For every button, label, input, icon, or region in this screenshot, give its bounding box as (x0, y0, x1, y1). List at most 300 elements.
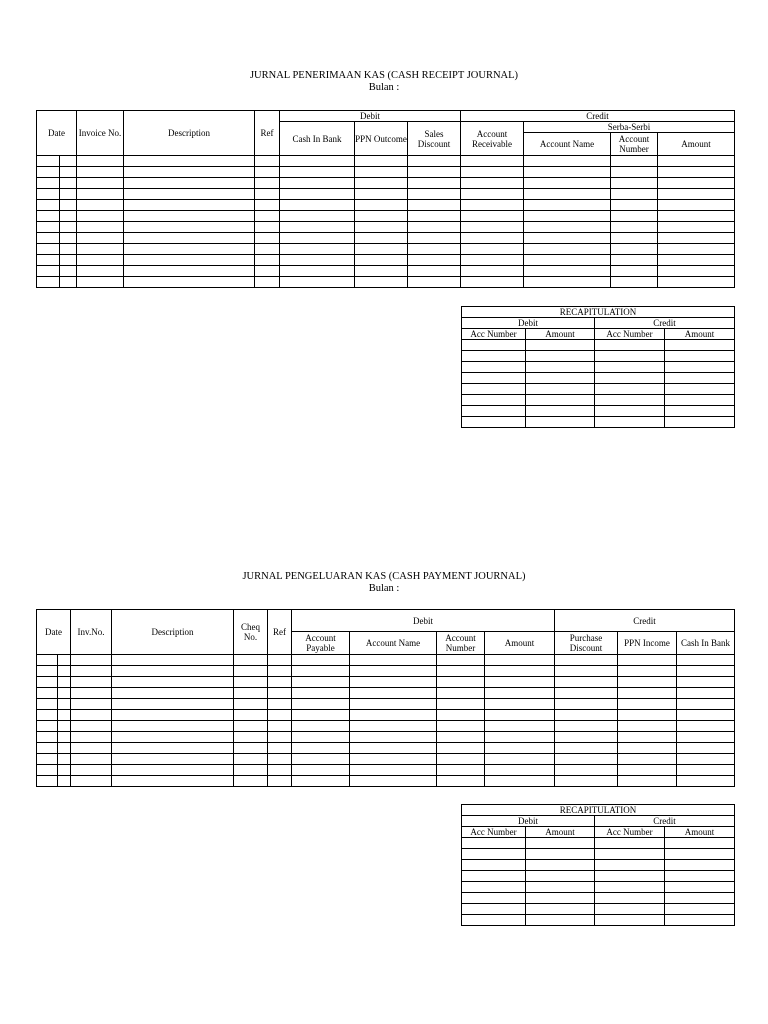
table-cell (234, 776, 268, 787)
table-cell (71, 677, 112, 688)
table-cell (665, 860, 735, 871)
table-cell (658, 200, 735, 211)
table-cell (595, 395, 665, 406)
table-cell (526, 838, 595, 849)
table-cell (408, 277, 461, 288)
table-cell (124, 266, 255, 277)
table-cell (408, 156, 461, 167)
table-cell (37, 776, 58, 787)
table-cell (268, 688, 292, 699)
col-description: Description (124, 111, 255, 156)
table-cell (524, 255, 611, 266)
table-cell (595, 893, 665, 904)
table-cell (658, 233, 735, 244)
table-cell (595, 871, 665, 882)
table-cell (280, 167, 355, 178)
table-cell (408, 255, 461, 266)
table-cell (677, 677, 735, 688)
table-row (37, 156, 735, 167)
table-cell (71, 710, 112, 721)
recap-debit-acc-number: Acc Number (462, 329, 526, 340)
table-cell (485, 666, 555, 677)
payment-journal-table (36, 609, 735, 787)
table-cell (524, 244, 611, 255)
table-cell (526, 860, 595, 871)
receipt-recap-table (461, 306, 735, 428)
table-cell (124, 277, 255, 288)
table-cell (60, 211, 77, 222)
col-account-number: Account Number (611, 133, 658, 156)
table-cell (437, 666, 485, 677)
table-cell (485, 710, 555, 721)
col-date: Date (37, 111, 77, 156)
table-cell (595, 838, 665, 849)
table-cell (71, 732, 112, 743)
table-cell (255, 167, 280, 178)
table-cell (658, 189, 735, 200)
col-date: Date (37, 610, 71, 655)
table-cell (677, 732, 735, 743)
table-row (462, 406, 735, 417)
table-cell (60, 200, 77, 211)
table-cell (112, 666, 234, 677)
table-cell (280, 266, 355, 277)
table-cell (268, 677, 292, 688)
table-cell (526, 362, 595, 373)
table-cell (350, 732, 437, 743)
table-row (37, 732, 735, 743)
table-cell (112, 776, 234, 787)
table-cell (292, 666, 350, 677)
table-cell (611, 222, 658, 233)
table-cell (611, 178, 658, 189)
table-cell (611, 167, 658, 178)
table-cell (524, 222, 611, 233)
table-cell (461, 200, 524, 211)
table-cell (350, 699, 437, 710)
table-cell (255, 233, 280, 244)
table-cell (37, 222, 60, 233)
table-cell (611, 244, 658, 255)
table-cell (355, 222, 408, 233)
table-cell (462, 860, 526, 871)
table-cell (658, 178, 735, 189)
table-cell (71, 721, 112, 732)
recap-debit: Debit (462, 816, 595, 827)
table-row (37, 211, 735, 222)
table-cell (595, 373, 665, 384)
table-row (462, 860, 735, 871)
table-cell (462, 406, 526, 417)
table-cell (58, 677, 71, 688)
group-debit: Debit (292, 610, 555, 632)
table-cell (658, 255, 735, 266)
recap-debit-amount: Amount (526, 329, 595, 340)
table-cell (462, 340, 526, 351)
table-cell (611, 233, 658, 244)
table-cell (611, 189, 658, 200)
table-cell (268, 754, 292, 765)
table-cell (555, 666, 618, 677)
table-cell (618, 666, 677, 677)
table-cell (462, 904, 526, 915)
table-cell (268, 710, 292, 721)
table-cell (77, 233, 124, 244)
table-cell (124, 178, 255, 189)
table-cell (112, 754, 234, 765)
table-cell (461, 244, 524, 255)
table-cell (526, 395, 595, 406)
table-cell (555, 721, 618, 732)
table-cell (595, 340, 665, 351)
table-row (37, 776, 735, 787)
table-cell (618, 699, 677, 710)
table-cell (234, 655, 268, 666)
table-row (37, 233, 735, 244)
table-cell (77, 178, 124, 189)
table-cell (112, 743, 234, 754)
table-cell (677, 655, 735, 666)
table-cell (292, 677, 350, 688)
table-cell (555, 732, 618, 743)
table-cell (658, 167, 735, 178)
table-row (462, 351, 735, 362)
table-cell (112, 710, 234, 721)
table-cell (355, 156, 408, 167)
table-row (37, 277, 735, 288)
table-cell (58, 699, 71, 710)
table-cell (461, 222, 524, 233)
table-cell (437, 699, 485, 710)
table-cell (60, 244, 77, 255)
table-cell (350, 743, 437, 754)
table-cell (665, 384, 735, 395)
col-cash-in-bank: Cash In Bank (280, 122, 355, 156)
table-cell (60, 266, 77, 277)
table-cell (461, 189, 524, 200)
table-cell (665, 417, 735, 428)
table-cell (71, 776, 112, 787)
table-cell (658, 156, 735, 167)
table-cell (437, 655, 485, 666)
table-cell (524, 266, 611, 277)
table-cell (268, 743, 292, 754)
table-cell (437, 754, 485, 765)
table-cell (71, 666, 112, 677)
table-cell (555, 688, 618, 699)
table-cell (462, 417, 526, 428)
table-cell (555, 699, 618, 710)
table-cell (280, 200, 355, 211)
table-cell (485, 732, 555, 743)
table-cell (124, 244, 255, 255)
table-cell (234, 765, 268, 776)
table-cell (461, 266, 524, 277)
table-cell (618, 754, 677, 765)
table-cell (461, 211, 524, 222)
table-cell (37, 699, 58, 710)
table-cell (58, 710, 71, 721)
table-row (37, 677, 735, 688)
table-cell (350, 677, 437, 688)
table-cell (665, 904, 735, 915)
table-row (37, 710, 735, 721)
table-cell (355, 244, 408, 255)
table-cell (37, 688, 58, 699)
receipt-bulan-label: Bulan : (368, 82, 400, 93)
table-cell (71, 765, 112, 776)
table-cell (611, 266, 658, 277)
table-cell (462, 893, 526, 904)
table-cell (37, 743, 58, 754)
table-cell (234, 754, 268, 765)
col-amount: Amount (658, 133, 735, 156)
table-cell (355, 178, 408, 189)
table-cell (268, 699, 292, 710)
table-cell (462, 882, 526, 893)
table-row (37, 721, 735, 732)
table-cell (595, 860, 665, 871)
col-sales-discount: Sales Discount (408, 122, 461, 156)
table-cell (350, 688, 437, 699)
table-row (37, 222, 735, 233)
table-cell (292, 765, 350, 776)
table-cell (611, 255, 658, 266)
table-cell (280, 156, 355, 167)
table-cell (526, 849, 595, 860)
table-cell (462, 351, 526, 362)
table-cell (611, 211, 658, 222)
table-cell (665, 351, 735, 362)
table-cell (408, 167, 461, 178)
receipt-journal-title: JURNAL PENERIMAAN KAS (CASH RECEIPT JOURNAL) (249, 70, 519, 81)
table-cell (555, 655, 618, 666)
table-cell (58, 765, 71, 776)
table-cell (60, 255, 77, 266)
table-cell (595, 882, 665, 893)
table-cell (611, 200, 658, 211)
table-cell (555, 765, 618, 776)
group-debit: Debit (280, 111, 461, 122)
table-cell (350, 776, 437, 787)
table-cell (665, 893, 735, 904)
table-cell (462, 871, 526, 882)
table-cell (526, 882, 595, 893)
table-cell (58, 776, 71, 787)
table-cell (77, 222, 124, 233)
table-cell (437, 776, 485, 787)
table-cell (292, 699, 350, 710)
table-cell (485, 743, 555, 754)
table-cell (77, 167, 124, 178)
col-ref: Ref (268, 610, 292, 655)
table-cell (526, 904, 595, 915)
table-cell (677, 699, 735, 710)
table-cell (408, 233, 461, 244)
table-cell (37, 754, 58, 765)
table-cell (60, 222, 77, 233)
table-cell (37, 666, 58, 677)
table-cell (526, 871, 595, 882)
table-cell (355, 167, 408, 178)
table-cell (234, 732, 268, 743)
receipt-journal-table (36, 110, 735, 288)
table-row (462, 893, 735, 904)
table-cell (77, 200, 124, 211)
table-row (37, 189, 735, 200)
table-cell (524, 178, 611, 189)
table-cell (77, 266, 124, 277)
group-credit: Credit (555, 610, 735, 632)
col-ppn-income: PPN Income (618, 632, 677, 655)
table-cell (485, 699, 555, 710)
col-amount: Amount (485, 632, 555, 655)
table-cell (555, 710, 618, 721)
table-cell (112, 688, 234, 699)
table-cell (255, 255, 280, 266)
table-row (37, 167, 735, 178)
col-ref: Ref (255, 111, 280, 156)
table-cell (37, 200, 60, 211)
payment-recap-table (461, 804, 735, 926)
col-account-name: Account Name (350, 632, 437, 655)
table-cell (268, 732, 292, 743)
table-cell (77, 244, 124, 255)
table-cell (618, 765, 677, 776)
table-cell (611, 277, 658, 288)
table-cell (408, 244, 461, 255)
table-cell (60, 277, 77, 288)
table-cell (255, 222, 280, 233)
table-cell (60, 156, 77, 167)
table-cell (234, 743, 268, 754)
table-cell (355, 189, 408, 200)
table-cell (485, 754, 555, 765)
table-cell (595, 362, 665, 373)
table-cell (665, 340, 735, 351)
table-cell (280, 277, 355, 288)
table-cell (595, 417, 665, 428)
table-cell (58, 743, 71, 754)
table-cell (280, 233, 355, 244)
table-cell (618, 721, 677, 732)
col-ppn-outcome: PPN Outcome (355, 122, 408, 156)
table-row (462, 915, 735, 926)
table-cell (677, 776, 735, 787)
table-cell (355, 255, 408, 266)
table-cell (255, 178, 280, 189)
table-cell (234, 677, 268, 688)
table-cell (524, 156, 611, 167)
table-cell (526, 406, 595, 417)
table-row (37, 743, 735, 754)
table-cell (462, 838, 526, 849)
table-cell (37, 677, 58, 688)
table-cell (112, 655, 234, 666)
table-cell (355, 233, 408, 244)
table-cell (124, 167, 255, 178)
table-row (37, 765, 735, 776)
table-cell (595, 406, 665, 417)
table-cell (37, 244, 60, 255)
table-row (462, 384, 735, 395)
table-cell (595, 351, 665, 362)
table-cell (462, 362, 526, 373)
table-cell (280, 244, 355, 255)
table-cell (618, 732, 677, 743)
table-cell (37, 721, 58, 732)
table-cell (658, 222, 735, 233)
table-row (37, 699, 735, 710)
table-cell (408, 189, 461, 200)
table-cell (461, 178, 524, 189)
recap-debit-acc-number: Acc Number (462, 827, 526, 838)
table-cell (677, 743, 735, 754)
table-cell (58, 721, 71, 732)
table-cell (280, 189, 355, 200)
table-cell (255, 156, 280, 167)
table-cell (355, 266, 408, 277)
recap-debit-amount: Amount (526, 827, 595, 838)
table-cell (77, 277, 124, 288)
table-cell (618, 776, 677, 787)
table-cell (461, 156, 524, 167)
recap-title: RECAPITULATION (462, 307, 735, 318)
table-cell (658, 244, 735, 255)
payment-journal-title: JURNAL PENGELUARAN KAS (CASH PAYMENT JOURNAL) (242, 571, 526, 582)
table-cell (461, 277, 524, 288)
table-cell (595, 904, 665, 915)
table-cell (77, 156, 124, 167)
table-cell (462, 373, 526, 384)
table-cell (37, 655, 58, 666)
table-cell (524, 167, 611, 178)
table-cell (292, 754, 350, 765)
recap-credit: Credit (595, 318, 735, 329)
table-cell (37, 710, 58, 721)
col-account-number: Account Number (437, 632, 485, 655)
table-cell (350, 666, 437, 677)
table-cell (350, 721, 437, 732)
table-cell (124, 222, 255, 233)
col-invoice-no: Invoice No. (77, 111, 124, 156)
table-row (37, 266, 735, 277)
table-cell (292, 743, 350, 754)
table-row (37, 666, 735, 677)
table-cell (677, 721, 735, 732)
table-cell (555, 677, 618, 688)
table-cell (112, 677, 234, 688)
col-cheq-no: Cheq No. (234, 610, 268, 655)
table-cell (112, 765, 234, 776)
table-cell (112, 699, 234, 710)
table-cell (37, 156, 60, 167)
table-cell (280, 255, 355, 266)
table-cell (595, 849, 665, 860)
table-cell (555, 754, 618, 765)
table-cell (665, 406, 735, 417)
table-cell (292, 721, 350, 732)
table-cell (37, 178, 60, 189)
table-row (462, 882, 735, 893)
table-row (462, 849, 735, 860)
table-cell (461, 167, 524, 178)
recap-credit-amount: Amount (665, 329, 735, 340)
table-cell (526, 417, 595, 428)
col-purchase-discount: Purchase Discount (555, 632, 618, 655)
table-row (462, 362, 735, 373)
table-cell (665, 838, 735, 849)
